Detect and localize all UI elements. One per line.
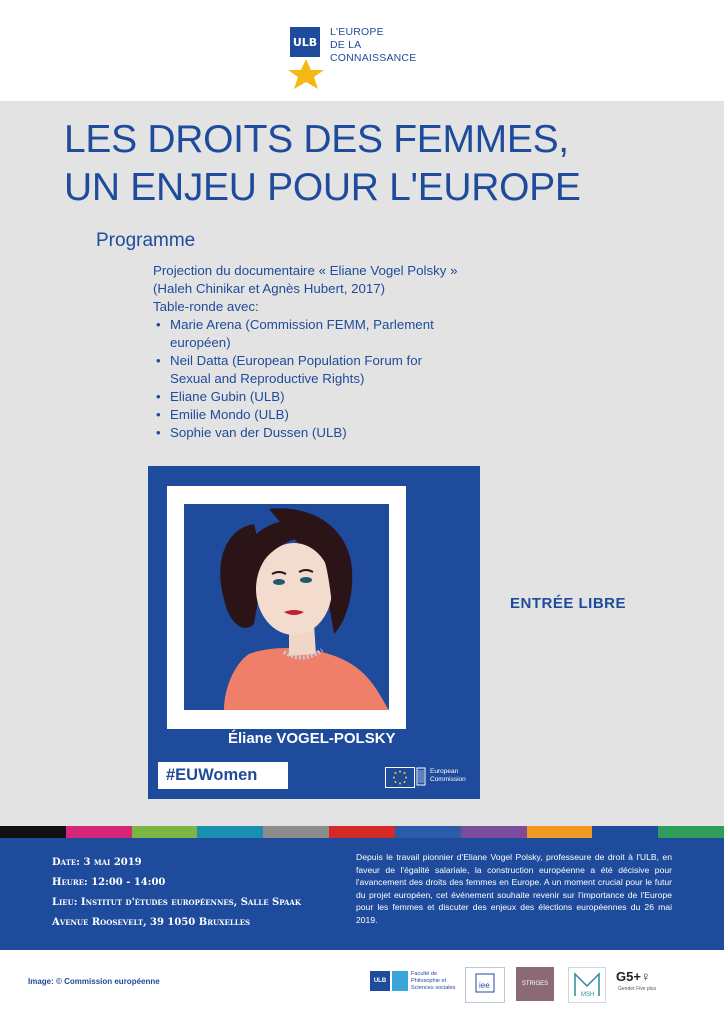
ec-label-line: Commission: [430, 776, 466, 783]
programme-line: Table-ronde avec:: [153, 299, 259, 314]
strip-segment: [263, 826, 329, 838]
speaker-text: • Marie Arena (Commission FEMM, Parlement: [170, 317, 434, 332]
faculty-logo-text: [411, 971, 461, 992]
title-line: UN ENJEU POUR L'EUROPE: [64, 166, 581, 209]
logo-text-line: CONNAISSANCE: [330, 52, 417, 64]
logo-text-line: L'EUROPE: [330, 26, 384, 38]
strip-segment: [132, 826, 198, 838]
speaker-item: [153, 316, 483, 352]
page-title: [64, 116, 581, 212]
strip-segment: [0, 826, 66, 838]
image-credit: Image: © Commission européenne: [28, 977, 160, 986]
iee-logo: [465, 967, 505, 1003]
star-icon: [284, 58, 328, 90]
logo-text: [330, 26, 416, 65]
ulb-footer-logo: ULB: [370, 971, 390, 991]
hashtag-label: #EUWomen: [158, 762, 288, 789]
strip-segment: [461, 826, 527, 838]
ec-building-icon: [416, 766, 426, 787]
color-strip: [0, 826, 724, 838]
ulb-logo-mark: ULB: [290, 27, 320, 57]
strip-segment: [527, 826, 593, 838]
strip-segment: [329, 826, 395, 838]
event-description: Depuis le travail pionnier d'Eliane Vogel Polsky, professeure de droit à l'ULB, en faveur de l'égalité salariale, la construction européenne a été décisive pour l'avancement des droits des femmes en Europe. A un moment crucial pour le futur du projet européen, cet événement souhaite revenir sur l'importance de l'Europe pour les femmes et discuter des enjeux des élections européennes du 26 mai 2019.: [356, 852, 672, 925]
speaker-text: Sexual and Reproductive Rights): [170, 371, 365, 386]
ec-label: [430, 768, 466, 784]
speaker-text: • Neil Datta (European Population Forum for: [170, 353, 423, 368]
faculty-logo-line: Faculté de: [411, 971, 438, 977]
faculty-logo-line: Sciences sociales: [411, 985, 456, 991]
speaker-item: [153, 388, 483, 406]
speaker-text: • Eliane Gubin (ULB): [170, 389, 285, 404]
title-line: LES DROITS DES FEMMES,: [64, 118, 569, 161]
strip-segment: [658, 826, 724, 838]
svg-text:iee: iee: [479, 981, 490, 990]
event-location: Lieu: Institut d'études européennes, Salle Spaak: [52, 897, 301, 908]
g5-logo-subtitle: Gender Five plus: [618, 986, 657, 992]
striges-logo: STRIGES: [516, 967, 554, 1001]
speaker-text: • Sophie van der Dussen (ULB): [170, 425, 347, 440]
speaker-item: [153, 406, 483, 424]
event-details: [52, 853, 301, 933]
event-address: Avenue Roosevelt, 39 1050 Bruxelles: [52, 917, 251, 928]
event-date: Date: 3 mai 2019: [52, 857, 142, 868]
eu-flag-icon: [385, 767, 415, 788]
speaker-list: [153, 316, 483, 442]
g5-logo: G5+♀: [616, 969, 651, 984]
programme-line: (Haleh Chinikar et Agnès Hubert, 2017): [153, 281, 386, 296]
strip-segment: [395, 826, 461, 838]
speaker-item: [153, 424, 483, 442]
portrait-illustration: [184, 504, 389, 710]
speaker-text: • Emilie Mondo (ULB): [170, 407, 289, 422]
speaker-text: européen): [170, 335, 231, 350]
programme-line: Projection du documentaire « Eliane Vogel Polsky »: [153, 263, 458, 278]
free-entry-label: ENTRÉE LIBRE: [510, 595, 627, 612]
faculty-logo-line: Philosophie et: [411, 978, 447, 984]
strip-segment: [66, 826, 132, 838]
msh-logo: [568, 967, 606, 1003]
svg-text:MSH: MSH: [581, 992, 595, 998]
strip-segment: [197, 826, 263, 838]
ec-label-line: European: [430, 768, 459, 775]
strip-segment: [592, 826, 658, 838]
logo-text-line: DE LA: [330, 39, 362, 51]
poster-name: Éliane VOGEL-POLSKY: [228, 730, 396, 747]
event-time: Heure: 12:00 - 14:00: [52, 877, 166, 888]
programme-list: [153, 262, 483, 442]
faculty-logo-mark: [392, 971, 408, 991]
programme-heading: Programme: [96, 230, 196, 251]
speaker-item: [153, 352, 483, 388]
